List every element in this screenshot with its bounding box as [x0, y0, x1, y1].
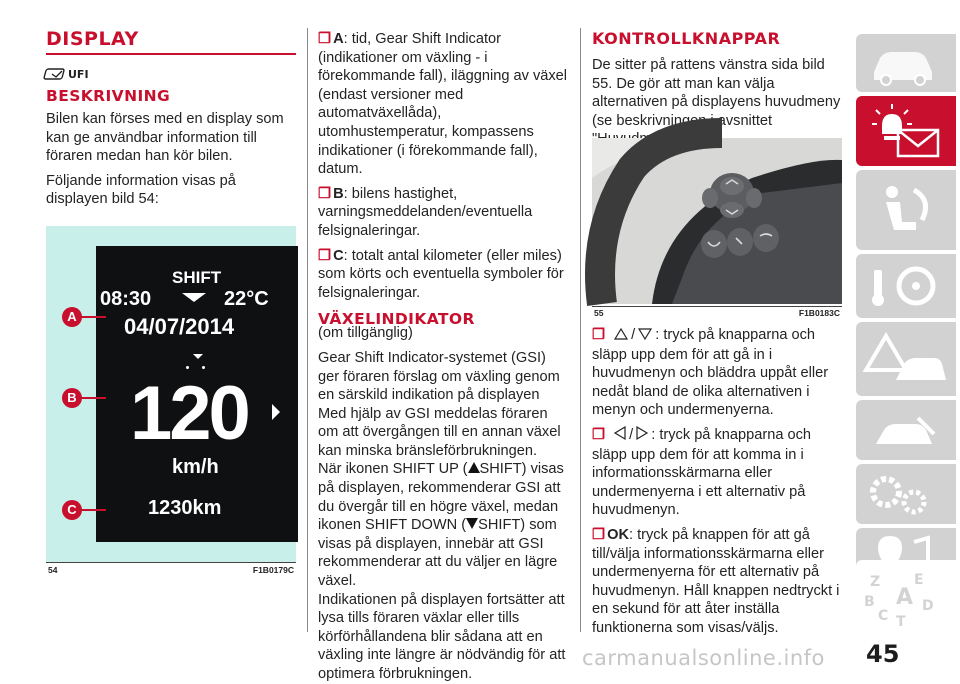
- gears-icon: [856, 464, 956, 524]
- control-item-up-down: [592, 326, 844, 420]
- column-display: [46, 28, 296, 209]
- figure-number: 54: [48, 565, 58, 575]
- intro-paragraph: Bilen kan förses med en display som kan ge användbar information till föraren medan han kör bilen.: [46, 111, 284, 165]
- section-title-display: DISPLAY: [46, 28, 139, 50]
- bullet-icon: ❐: [592, 526, 606, 543]
- bullet-icon: ❐: [592, 327, 606, 343]
- callout-a: A: [62, 307, 82, 327]
- key-steering-icon: [856, 254, 956, 318]
- bullet-icon: ❐: [318, 185, 332, 202]
- item-b: [318, 185, 568, 241]
- item-a-text: : tid, Gear Shift Indicator (indikationer om växling - i förekommande fall), iläggning av växel (endast versioner med automatväxellåda), utomhustemperatur, kompassens indikationer (i förekommande fall), datum.: [318, 31, 568, 178]
- section-title-kontrollknappar: KONTROLLKNAPPAR: [592, 29, 781, 48]
- control-item-left-right: [592, 426, 844, 520]
- svg-text:UFI: UFI: [68, 68, 89, 81]
- screen-shift-label: SHIFT: [172, 268, 222, 287]
- callout-line-a: [78, 316, 106, 318]
- figure-number: 55: [594, 308, 604, 318]
- shift-up-icon: [468, 462, 480, 473]
- ok-key: OK: [607, 526, 629, 543]
- down-arrow-icon: [638, 327, 652, 346]
- wrench-car-icon: [856, 400, 956, 460]
- svg-text:E: E: [914, 572, 924, 588]
- svg-text:C: C: [878, 608, 889, 624]
- item-c: [318, 247, 568, 303]
- column-divider-1: [307, 28, 308, 632]
- figure-caption-55: [592, 306, 842, 318]
- bullet-icon: ❐: [592, 426, 606, 443]
- figure-caption-54: [46, 562, 296, 576]
- tab-warning-lights-messages[interactable]: [856, 96, 956, 166]
- tab-safety[interactable]: [856, 170, 956, 250]
- control-item-up-down-text: : tryck på knapparna och släpp upp dem för att gå in i huvudmenyn och bläddra uppåt eller nedåt bland de olika alternativen i menyn och undermenyerna.: [592, 327, 829, 419]
- callout-line-b: [78, 397, 106, 399]
- separator: /: [629, 426, 634, 443]
- shift-down-icon: [466, 518, 478, 529]
- item-c-text: : totalt antal kilometer (eller miles) som körts och eventuella symboler för felsignaleringar.: [318, 247, 564, 301]
- tab-maintenance[interactable]: [856, 400, 956, 460]
- gsi-paragraph-2: Med hjälp av GSI meddelas föraren om att övergången till en annan växel kan minska bränsleförbrukningen.: [318, 405, 561, 459]
- alphabet-index-icon: [856, 560, 956, 638]
- scroll-right-arrow-icon: [272, 404, 280, 420]
- callout-line-c: [78, 509, 106, 511]
- control-item-left-right-text: : tryck på knapparna och släpp upp dem för att komma in i informationsskärmarna eller undermenyerna i ett alternativ på huvudmenyn.: [592, 426, 812, 519]
- figure-code: F1B0179C: [252, 565, 294, 575]
- screen-time: 08:30: [100, 288, 152, 310]
- steering-wheel-photo: [592, 138, 842, 304]
- item-b-letter: B: [333, 185, 344, 202]
- figure-54-display: [46, 226, 296, 576]
- controls-items: [592, 326, 844, 638]
- gsi-text-part-3: SHIFT) som visas på displayen, innebär att GSI rekommenderar att du väljer en lägre växel.: [318, 517, 558, 590]
- up-arrow-icon: [614, 327, 628, 346]
- subtitle-vaxelindikator: VÄXELINDIKATOR: [318, 310, 475, 329]
- item-c-letter: C: [333, 247, 344, 264]
- control-item-ok-text: : tryck på knappen för att gå till/välja informationsskärmarna eller undermenyerna för ett alternativ på huvudmenyn. Håll knappen nedtryckt i en sekund för att åter inställa funktionerna som visas/väljs.: [592, 526, 840, 636]
- tab-index[interactable]: [856, 560, 956, 638]
- bullet-icon: ❐: [318, 31, 332, 47]
- screen-temperature: 22°C: [224, 288, 269, 310]
- shift-down-arrow-icon: [182, 293, 206, 302]
- tab-starting-driving[interactable]: [856, 254, 956, 318]
- tab-emergency[interactable]: [856, 322, 956, 396]
- callout-c: C: [62, 500, 82, 520]
- controls-intro: De sitter på rattens vänstra sida bild 55. De gör att man kan välja alternativen på displayens huvudmeny (se beskrivningen i avsnittet: [592, 57, 841, 129]
- page-number: 45: [866, 640, 900, 668]
- separator: /: [631, 327, 636, 343]
- svg-text:A: A: [896, 585, 914, 610]
- gsi-text-part-1: När ikonen SHIFT UP (: [318, 461, 468, 478]
- callout-b: B: [62, 388, 82, 408]
- tab-technical-data[interactable]: [856, 464, 956, 524]
- svg-text:Z: Z: [870, 574, 881, 590]
- watermark: carmanualsonline.info: [582, 646, 825, 670]
- info-paragraph: Följande information visas på displayen bild 54:: [46, 172, 236, 208]
- seat-airbag-icon: [856, 170, 956, 250]
- svg-text:B: B: [864, 594, 875, 610]
- figure-55-steering-buttons: [592, 138, 842, 318]
- screen-speed-unit: km/h: [172, 456, 219, 478]
- screen-speed: 120: [130, 371, 248, 456]
- gsi-paragraph-3: [318, 460, 568, 590]
- title-underline: [46, 53, 296, 55]
- screen-odometer: 1230km: [148, 497, 222, 519]
- control-item-ok: [592, 526, 844, 638]
- gsi-availability: (om tillgänglig): [318, 325, 413, 342]
- screen-date: 04/07/2014: [124, 314, 235, 339]
- subtitle-beskrivning: BESKRIVNING: [46, 87, 171, 105]
- item-b-text: : bilens hastighet, varningsmeddelanden/eventuella felsignaleringar.: [318, 185, 533, 239]
- column-divider-2: [580, 28, 581, 632]
- car-icon: [856, 34, 956, 92]
- tab-car[interactable]: [856, 34, 956, 92]
- right-arrow-icon: [636, 426, 648, 446]
- gsi-text-part-2: SHIFT) visas på displayen, rekommenderar GSI att du övergår till en högre växel, medan ikonen SHIFT DOWN (: [318, 461, 564, 534]
- bullet-icon: ❐: [318, 247, 332, 264]
- left-arrow-icon: [614, 426, 626, 446]
- item-a: [318, 30, 568, 179]
- item-a-letter: A: [333, 31, 344, 47]
- display-settings-icon: [46, 63, 296, 83]
- warning-triangle-car-icon: [856, 322, 956, 396]
- gsi-paragraph-4: Indikationen på displayen fortsätter att lysa tills föraren växlar eller tills körförhållandena blir sådana att en växling inte längre är nödvändig för att optimera förbrukningen.: [318, 591, 566, 682]
- gsi-paragraph-1: Gear Shift Indicator-systemet (GSI) ger föraren förslag om växling genom en särskild indikation på displayen: [318, 349, 560, 404]
- figure-code: F1B0183C: [798, 308, 840, 318]
- column-indicators: [318, 30, 568, 684]
- svg-text:D: D: [922, 598, 934, 614]
- svg-text:T: T: [896, 614, 906, 630]
- warning-light-envelope-icon: [856, 96, 956, 166]
- cluster-screen: [96, 246, 298, 542]
